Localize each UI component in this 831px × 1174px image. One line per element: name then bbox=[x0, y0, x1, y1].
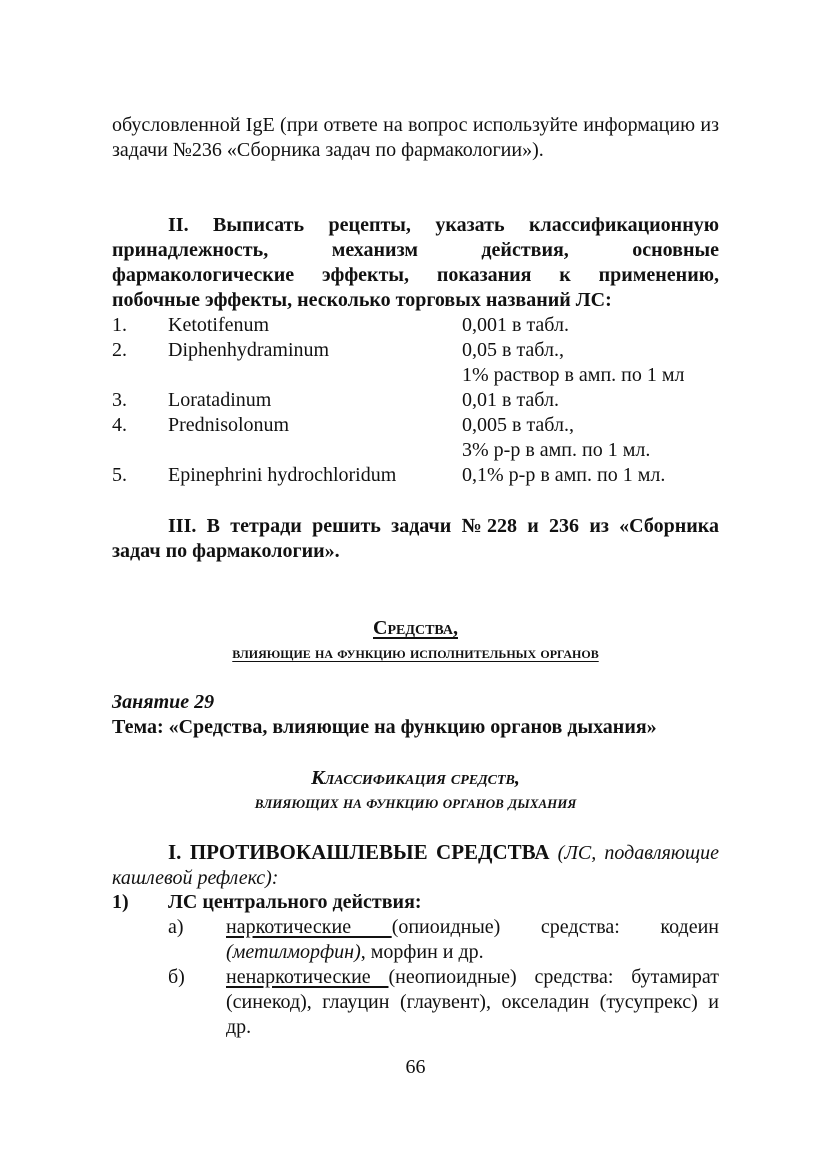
page-number: 66 bbox=[405, 1056, 426, 1078]
sub-item-a-text bbox=[226, 915, 719, 965]
sub-item-a-body: (опиоидные) средства: кодеин bbox=[391, 916, 719, 938]
drug-dose: 0,005 в табл., bbox=[462, 414, 574, 436]
item-number: 4. bbox=[112, 414, 127, 436]
drug-name: Ketotifenum bbox=[168, 314, 270, 336]
section-3-heading: III. В тетради решить задачи №228 и 236 из «Сборника задач по фармакологии». bbox=[112, 515, 719, 562]
drug-dose: 0,1% р-р в амп. по 1 мл. bbox=[462, 464, 666, 486]
drug-dose: 0,001 в табл. bbox=[462, 314, 569, 336]
drug-dose-2: 3% р-р в амп. по 1 мл. bbox=[462, 439, 651, 461]
classification-title-line-2: влияющих на функцию органов дыхания bbox=[254, 792, 577, 812]
item-1-number: 1) bbox=[112, 891, 129, 913]
drug-dose: 0,05 в табл., bbox=[462, 339, 564, 361]
list-item-continuation bbox=[112, 363, 732, 388]
drug-dose-2: 1% раствор в амп. по 1 мл bbox=[462, 364, 685, 386]
lesson-label: Занятие 29 bbox=[112, 691, 215, 713]
drug-dose: 0,01 в табл. bbox=[462, 389, 559, 411]
section-1-title: I. ПРОТИВОКАШЛЕВЫЕ СРЕДСТВА bbox=[168, 840, 550, 864]
sub-item-b-body: (неопиоидные) средства: бутамират (синекод), глауцин (глаувент), окселадин (тусупрекс) и др. bbox=[226, 966, 719, 1038]
drug-name: Epinephrini hydrochloridum bbox=[168, 464, 397, 486]
sub-item-a-tail: , морфин и др. bbox=[360, 941, 484, 963]
item-number: 2. bbox=[112, 339, 127, 361]
sub-item-a-italic: (метилморфин) bbox=[226, 941, 361, 963]
sub-item-a-term: наркотические bbox=[226, 916, 392, 938]
chapter-title-line-1: Средства, bbox=[373, 617, 458, 639]
classification-title-line-1: Классификация средств, bbox=[311, 767, 520, 789]
list-item bbox=[112, 388, 732, 413]
item-number: 3. bbox=[112, 389, 127, 411]
intro-paragraph: обусловленной IgE (при ответе на вопрос используйте информацию из задачи №236 «Сборника задач по фармакологии»). bbox=[112, 114, 719, 161]
sub-item-a-letter: а) bbox=[168, 916, 184, 938]
drug-name: Loratadinum bbox=[168, 389, 272, 411]
section-1-note: (ЛС, подавляющие кашлевой рефлекс): bbox=[112, 842, 719, 889]
drug-name: Diphenhydraminum bbox=[168, 339, 330, 361]
list-item bbox=[112, 413, 732, 438]
section-2-heading: II. Выписать рецепты, указать классификационную принадлежность, механизм действия, основные фармакологические эффекты, показания к применению, побочные эффекты, несколько торговых названий ЛС: bbox=[112, 214, 719, 311]
sub-item-b-term: ненаркотические bbox=[226, 966, 389, 988]
item-number: 1. bbox=[112, 314, 127, 336]
list-item bbox=[112, 338, 732, 363]
sub-item-b-letter: б) bbox=[168, 966, 185, 988]
chapter-title-line-2: влияющие на функцию исполнительных органов bbox=[232, 643, 599, 662]
item-number: 5. bbox=[112, 464, 127, 486]
sub-item-b-text bbox=[226, 965, 719, 1040]
list-item bbox=[112, 313, 732, 338]
drug-name: Prednisolonum bbox=[168, 414, 290, 436]
lesson-topic: Тема: «Средства, влияющие на функцию органов дыхания» bbox=[112, 716, 657, 738]
list-item-continuation bbox=[112, 438, 732, 463]
item-1-label: ЛС центрального действия: bbox=[168, 891, 422, 913]
section-1-heading bbox=[112, 840, 719, 891]
list-item bbox=[112, 463, 732, 488]
